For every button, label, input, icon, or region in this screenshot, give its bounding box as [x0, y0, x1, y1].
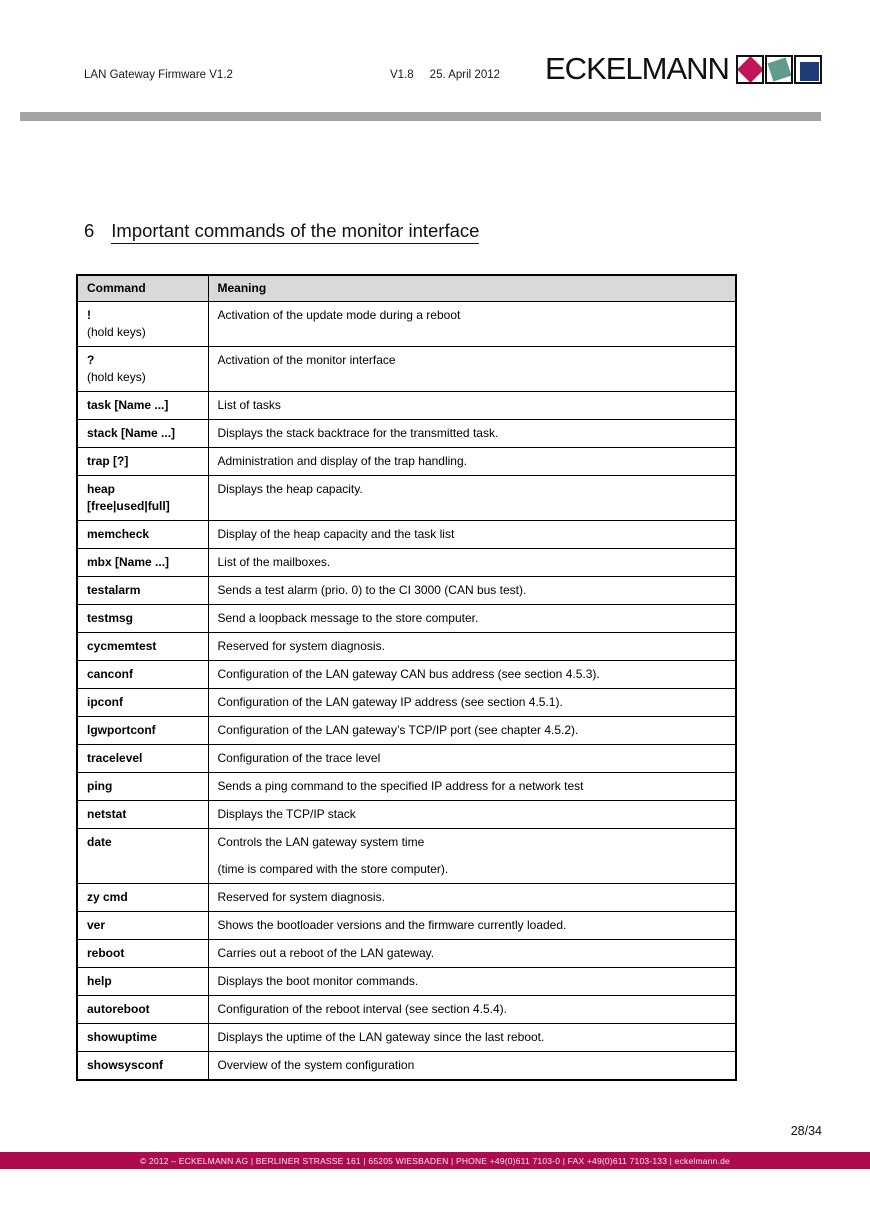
command-text: stack [Name ...] [87, 426, 176, 440]
command-text: ping [87, 779, 113, 793]
command-cell [77, 521, 208, 549]
command-text: showsysconf [87, 1058, 164, 1072]
meaning-cell [208, 1052, 736, 1081]
command-cell [77, 912, 208, 940]
meaning-text: Shows the bootloader versions and the firmware currently loaded. [217, 918, 567, 932]
table-row [77, 302, 736, 347]
meaning-text: Administration and display of the trap handling. [217, 454, 467, 468]
table-row [77, 633, 736, 661]
command-text: ver [87, 918, 106, 932]
command-cell [77, 549, 208, 577]
command-cell [77, 1052, 208, 1081]
command-cell [77, 968, 208, 996]
meaning-text: Activation of the update mode during a reboot [217, 308, 461, 322]
meaning-text: Configuration of the trace level [217, 751, 381, 765]
command-text: netstat [87, 807, 127, 821]
meaning-cell [208, 392, 736, 420]
table-row [77, 884, 736, 912]
table-row [77, 476, 736, 521]
page-number: 28/34 [790, 1124, 822, 1138]
meaning-cell [208, 745, 736, 773]
command-cell [77, 996, 208, 1024]
table-row [77, 745, 736, 773]
meaning-cell [208, 717, 736, 745]
footer-bar [0, 1152, 870, 1169]
command-text: cycmemtest [87, 639, 157, 653]
command-cell [77, 940, 208, 968]
meaning-cell [208, 549, 736, 577]
meaning-cell [208, 347, 736, 392]
column-header-meaning: Meaning [208, 275, 736, 302]
meaning-text: Display of the heap capacity and the task list [217, 527, 455, 541]
header-version-date [390, 69, 500, 81]
meaning-text: Displays the TCP/IP stack [217, 807, 356, 821]
table-row [77, 829, 736, 884]
meaning-cell [208, 476, 736, 521]
command-cell [77, 302, 208, 347]
command-cell [77, 801, 208, 829]
meaning-cell [208, 448, 736, 476]
logo-teal-square-icon [765, 55, 793, 84]
header-version: V1.8 [390, 69, 414, 81]
meaning-text: Activation of the monitor interface [217, 353, 396, 367]
command-cell [77, 420, 208, 448]
table-row [77, 940, 736, 968]
meaning-cell [208, 633, 736, 661]
command-cell [77, 633, 208, 661]
command-cell [77, 577, 208, 605]
meaning-cell [208, 884, 736, 912]
section-number: 6 [84, 220, 95, 241]
table-row [77, 912, 736, 940]
meaning-text: Sends a ping command to the specified IP address for a network test [217, 779, 584, 793]
meaning-text: Send a loopback message to the store computer. [217, 611, 479, 625]
command-text: trap [?] [87, 454, 129, 468]
command-cell [77, 689, 208, 717]
command-text: help [87, 974, 112, 988]
table-row [77, 996, 736, 1024]
command-text: canconf [87, 667, 134, 681]
command-text: heap [87, 482, 116, 496]
command-text: tracelevel [87, 751, 143, 765]
table-row [77, 1052, 736, 1081]
logo-navy-square-icon [794, 55, 822, 84]
command-text: testmsg [87, 611, 134, 625]
table-row [77, 549, 736, 577]
meaning-text: (time is compared with the store computer). [217, 862, 449, 876]
table-row [77, 605, 736, 633]
command-cell [77, 347, 208, 392]
command-text: reboot [87, 946, 125, 960]
table-row [77, 661, 736, 689]
meaning-text: Configuration of the reboot interval (see section 4.5.4). [217, 1002, 507, 1016]
meaning-cell [208, 420, 736, 448]
meaning-cell [208, 661, 736, 689]
meaning-cell [208, 912, 736, 940]
meaning-cell [208, 521, 736, 549]
command-text: ? [87, 353, 95, 367]
meaning-text: Reserved for system diagnosis. [217, 890, 385, 904]
table-row [77, 577, 736, 605]
command-text: zy cmd [87, 890, 128, 904]
meaning-text: Displays the uptime of the LAN gateway since the last reboot. [217, 1030, 545, 1044]
command-text: testalarm [87, 583, 141, 597]
command-text: memcheck [87, 527, 150, 541]
command-cell [77, 773, 208, 801]
table-row [77, 392, 736, 420]
command-text: date [87, 835, 112, 849]
command-text: lgwportconf [87, 723, 156, 737]
meaning-text: List of the mailboxes. [217, 555, 331, 569]
command-cell [77, 392, 208, 420]
command-cell [77, 829, 208, 884]
meaning-cell [208, 1024, 736, 1052]
command-cell [77, 745, 208, 773]
command-text: mbx [Name ...] [87, 555, 170, 569]
meaning-cell [208, 689, 736, 717]
footer-bar-text: © 2012 – ECKELMANN AG | BERLINER STRASSE 161 | 65205 WIESBADEN | PHONE +49(0)611 7103-0 | FAX +49(0)611 7103-133 | eckelmann.de [140, 1155, 730, 1166]
header-date: 25. April 2012 [429, 69, 501, 81]
meaning-cell [208, 968, 736, 996]
meaning-text: List of tasks [217, 398, 281, 412]
logo-diamond-icon [736, 55, 764, 84]
meaning-text: Displays the stack backtrace for the transmitted task. [217, 426, 499, 440]
table-row [77, 773, 736, 801]
table-row [77, 521, 736, 549]
eckelmann-logo [545, 51, 822, 86]
section-title: Important commands of the monitor interface [111, 220, 479, 244]
table-header-row [77, 275, 736, 302]
table-row [77, 689, 736, 717]
meaning-text: Configuration of the LAN gateway IP address (see section 4.5.1). [217, 695, 563, 709]
meaning-cell [208, 996, 736, 1024]
table-row [77, 717, 736, 745]
meaning-text: Displays the boot monitor commands. [217, 974, 419, 988]
commands-table [76, 274, 737, 1081]
meaning-text: Configuration of the LAN gateway CAN bus address (see section 4.5.3). [217, 667, 600, 681]
meaning-cell [208, 577, 736, 605]
command-text: [free|used|full] [87, 499, 170, 513]
table-row [77, 420, 736, 448]
table-row [77, 968, 736, 996]
table-row [77, 347, 736, 392]
header-document-title: LAN Gateway Firmware V1.2 [84, 69, 233, 81]
command-cell [77, 1024, 208, 1052]
command-text: (hold keys) [87, 370, 146, 384]
meaning-cell [208, 829, 736, 884]
meaning-cell [208, 773, 736, 801]
command-text: autoreboot [87, 1002, 150, 1016]
meaning-text: Controls the LAN gateway system time [217, 835, 425, 849]
command-cell [77, 717, 208, 745]
column-header-command: Command [77, 275, 208, 302]
command-text: ! [87, 308, 91, 322]
meaning-text: Carries out a reboot of the LAN gateway. [217, 946, 435, 960]
table-row [77, 1024, 736, 1052]
meaning-text: Configuration of the LAN gateway’s TCP/IP port (see chapter 4.5.2). [217, 723, 579, 737]
command-text: task [Name ...] [87, 398, 169, 412]
header-divider-bar [20, 112, 821, 121]
meaning-cell [208, 302, 736, 347]
section-heading [84, 220, 479, 242]
command-cell [77, 605, 208, 633]
meaning-text: Sends a test alarm (prio. 0) to the CI 3000 (CAN bus test). [217, 583, 527, 597]
command-text: (hold keys) [87, 325, 146, 339]
command-text: showuptime [87, 1030, 158, 1044]
commands-table-wrapper [76, 274, 737, 1081]
meaning-text: Displays the heap capacity. [217, 482, 363, 496]
logo-wordmark: ECKELMANN [545, 51, 729, 86]
command-text: ipconf [87, 695, 123, 709]
meaning-text: Reserved for system diagnosis. [217, 639, 385, 653]
command-cell [77, 884, 208, 912]
command-cell [77, 661, 208, 689]
table-row [77, 801, 736, 829]
meaning-cell [208, 940, 736, 968]
meaning-text: Overview of the system configuration [217, 1058, 415, 1072]
meaning-cell [208, 801, 736, 829]
command-cell [77, 448, 208, 476]
meaning-cell [208, 605, 736, 633]
table-row [77, 448, 736, 476]
logo-marks [735, 55, 822, 84]
command-cell [77, 476, 208, 521]
